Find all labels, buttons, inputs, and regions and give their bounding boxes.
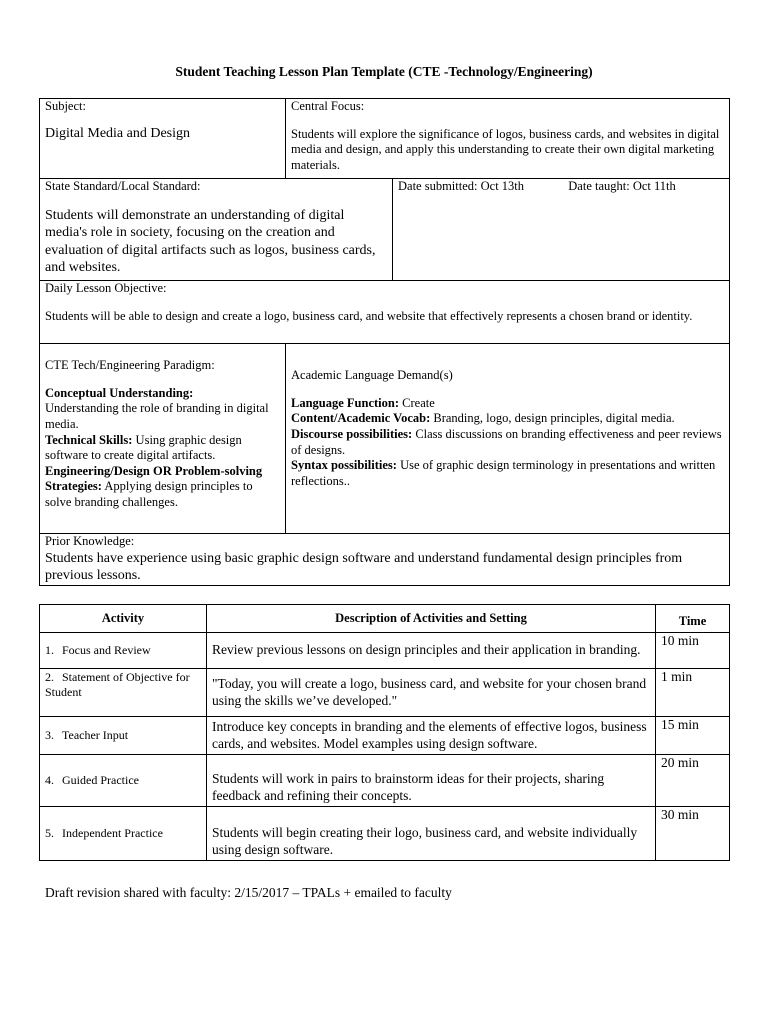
state-standard-value: Students will demonstrate an understanding of digital media's role in society, focusing on the creation and evaluation of digital artifacts such as logos, business cards, and websites. [45,207,376,276]
paradigm-cell [40,344,286,534]
conceptual-value: Understanding the role of branding in digital media. [45,401,269,431]
table-row [40,633,730,669]
activity-header: Activity [40,605,207,633]
paradigm-label: CTE Tech/Engineering Paradigm: [45,358,215,372]
description-cell: Students will begin creating their logo, business card, and website individually using design software. [207,807,656,861]
dates-cell [393,179,730,281]
prior-knowledge-label: Prior Knowledge: [45,534,135,548]
activity-cell: 2. Statement of Objective for Student [40,669,207,717]
date-taught: Date taught: Oct 11th [568,179,676,193]
description-cell: Introduce key concepts in branding and the elements of effective logos, business cards, and websites. Model examples using design software. [207,717,656,755]
engineering-value: Applying design principles to solve branding challenges. [45,479,253,509]
vocab-label: Content/Academic Vocab: [291,411,431,426]
activities-table [39,604,730,861]
engineering-label: Engineering/Design OR Problem-solving Strategies: [45,463,263,494]
time-cell: 20 min [656,755,730,807]
syntax-label: Syntax possibilities: [291,458,397,473]
state-standard-label: State Standard/Local Standard: [45,179,201,193]
description-cell: "Today, you will create a logo, business card, and website for your chosen brand using the skills we’ve developed." [207,669,656,717]
table-row [40,755,730,807]
time-cell: 10 min [656,633,730,669]
time-cell: 15 min [656,717,730,755]
activity-cell: 4. Guided Practice [40,755,207,807]
language-function-value: Create [399,395,435,410]
subject-cell [40,99,286,179]
language-function-label: Language Function: [291,395,400,410]
prior-knowledge-cell [40,534,730,586]
date-submitted: Date submitted: Oct 13th [398,179,525,193]
conceptual-label: Conceptual Understanding: [45,385,194,400]
technical-label: Technical Skills: [45,432,133,447]
discourse-label: Discourse possibilities: [291,426,413,441]
activity-cell: 5. Independent Practice [40,807,207,861]
central-focus-cell [286,99,730,179]
activity-cell: 3. Teacher Input [40,717,207,755]
central-focus-label: Central Focus: [291,99,365,113]
time-header: Time [656,605,730,633]
daily-objective-value: Students will be able to design and create a logo, business card, and website that effectively represents a chosen brand or identity. [45,308,693,323]
time-cell: 1 min [656,669,730,717]
language-demand-cell [286,344,730,534]
vocab-value: Branding, logo, design principles, digital media. [430,411,675,426]
table-row [40,669,730,717]
description-cell: Review previous lessons on design principles and their application in branding. [207,633,656,669]
subject-value: Digital Media and Design [45,125,191,141]
lesson-plan-table [39,98,730,586]
technical-value: Using graphic design software to create digital artifacts. [45,432,242,463]
subject-label: Subject: [45,99,86,113]
time-cell: 30 min [656,807,730,861]
document-title: Student Teaching Lesson Plan Template (CTE -Technology/Engineering) [175,64,593,79]
description-header: Description of Activities and Setting [207,605,656,633]
syntax-value: Use of graphic design terminology in presentations and written reflections.. [291,458,716,488]
description-cell: Students will work in pairs to brainstorm ideas for their projects, sharing feedback and refining their concepts. [207,755,656,807]
state-standard-cell [40,179,393,281]
table-row [40,807,730,861]
daily-objective-cell [40,281,730,344]
revision-note: Draft revision shared with faculty: 2/15/2017 – TPALs + emailed to faculty [45,885,452,900]
activity-cell: 1. Focus and Review [40,633,207,669]
central-focus-value: Students will explore the significance of logos, business cards, and websites in digital media and design, and apply this understanding to create their own digital marketing materials. [291,126,720,172]
table-row [40,717,730,755]
language-demand-label: Academic Language Demand(s) [291,368,453,382]
daily-objective-label: Daily Lesson Objective: [45,281,167,295]
prior-knowledge-value: Students have experience using basic graphic design software and understand fundamental design principles from previous lessons. [45,550,683,584]
discourse-value: Class discussions on branding effectiveness and peer reviews of designs. [291,426,722,457]
